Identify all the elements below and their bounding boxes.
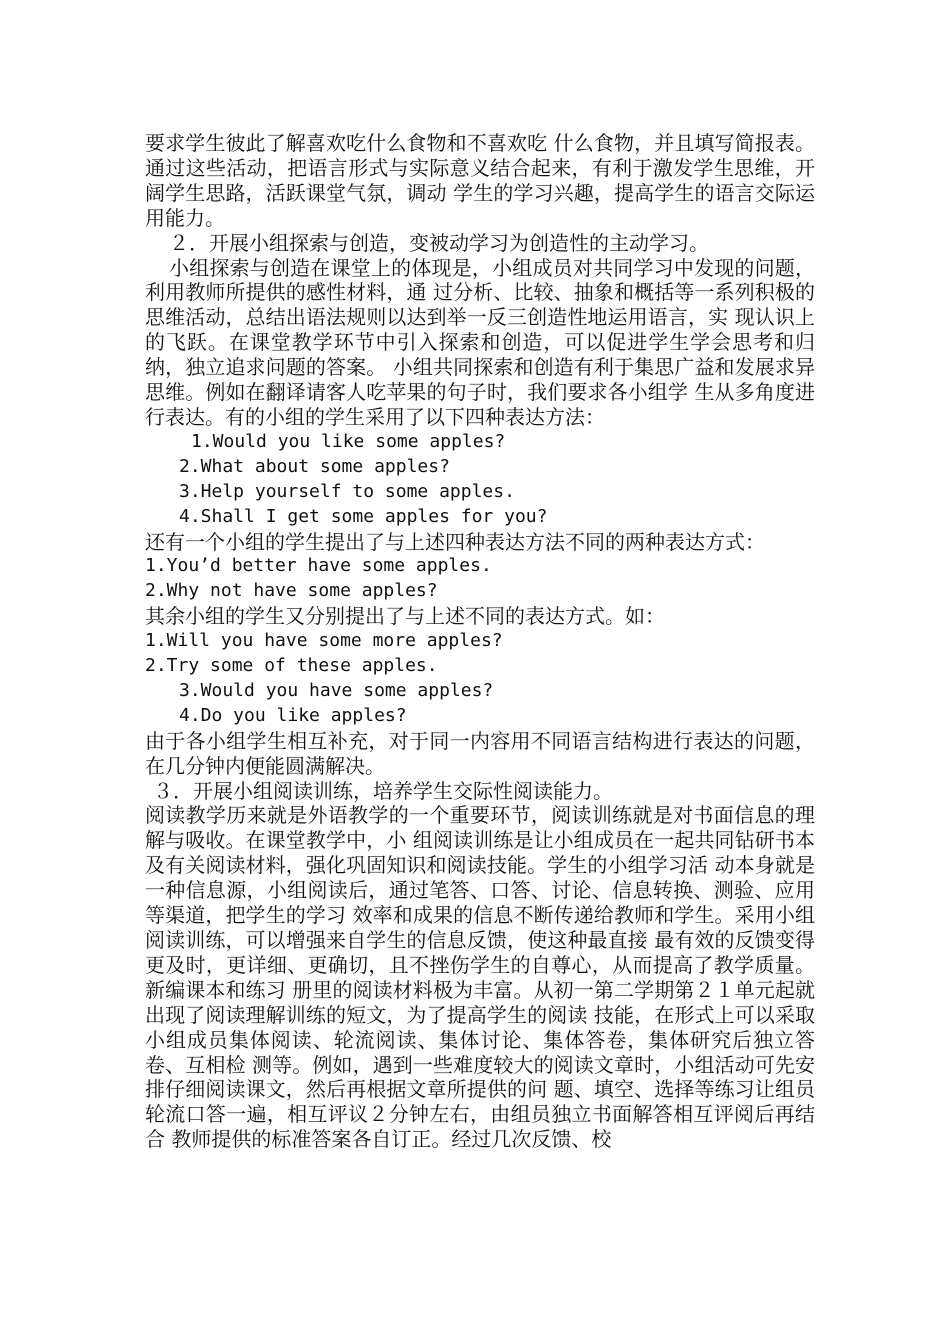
example-sentence: 2.Try some of these apples. [145, 655, 438, 677]
section-heading-2: ２．开展小组探索与创造，变被动学习为创造性的主动学习。 [169, 230, 709, 255]
paragraph-intro: 要求学生彼此了解喜欢吃什么食物和不喜欢吃 什么食物，并且填写简报表。通过这些活动，把语言形式与实际意义结合起来，有利于激发学生思维，开阔学生思路，活跃课堂气氛，调动 学生的学习兴趣，提高学生的语言交际运用能力。 [145, 131, 815, 230]
example-sentence: 1.Would you like some apples? [191, 430, 506, 452]
paragraph-group-exploration: 小组探索与创造在课堂上的体现是，小组成员对共同学习中发现的问题，利用教师所提供的感性材料，通 过分析、比较、抽象和概括等一系列积极的思维活动，总结出语法规则以达到举一反三创造性地运用语言，实 现认识上的飞跃。在课堂教学环节中引入探索和创造，可以促进学生学会思考和归纳，独立追求问题的答案。 小组共同探索和创造有利于集思广益和发展求异思维。例如在翻译请客人吃苹果的句子时，我们要求各小组学 生从多角度进行表达。有的小组的学生采用了以下四种表达方法： [145, 255, 815, 429]
paragraph-conclusion: 由于各小组学生相互补充，对于同一内容用不同语言结构进行表达的问题，在几分钟内便能圆满解决。 [145, 728, 815, 778]
example-sentence: 1.Will you have some more apples? [145, 630, 503, 652]
example-sentence: 2.Why not have some apples? [145, 580, 438, 602]
example-sentence: 3.Would you have some apples? [179, 679, 494, 701]
example-sentence: 4.Shall I get some apples for you? [179, 505, 548, 527]
example-sentence: 3.Help yourself to some apples. [179, 480, 515, 502]
document-body [145, 131, 815, 1152]
example-sentence: 1.You’d better have some apples. [145, 555, 492, 577]
paragraph-other-groups: 其余小组的学生又分别提出了与上述不同的表达方式。如： [145, 604, 665, 629]
paragraph-reading-training: 阅读教学历来就是外语教学的一个重要环节，阅读训练就是对书面信息的理解与吸收。在课堂教学中，小 组阅读训练是让小组成员在一起共同钻研书本及有关阅读材料，强化巩固知识和阅读技能。学生的小组学习活 动本身就是一种信息源，小组阅读后，通过笔答、口答、讨论、信息转换、测验、应用等渠道，把学生的学习 效率和成果的信息不断传递给教师和学生。采用小组阅读训练，可以增强来自学生的信息反馈，使这种最直接 最有效的反馈变得更及时，更详细、更确切，且不挫伤学生的自尊心，从而提高了教学质量。新编课本和练习 册里的阅读材料极为丰富。从初一第二学期第２１单元起就出现了阅读理解训练的短文，为了提高学生的阅读 技能，在形式上可以采取小组成员集体阅读、轮流阅读、集体讨论、集体答卷，集体研究后独立答卷、互相检 测等。例如，遇到一些难度较大的阅读文章时，小组活动可先安排仔细阅读课文，然后再根据文章所提供的问 题、填空、选择等练习让组员轮流口答一遍，相互评议２分钟左右，由组员独立书面解答相互评阅后再结合 教师提供的标准答案各自订正。经过几次反馈、校 [145, 803, 815, 1152]
paragraph-another-group: 还有一个小组的学生提出了与上述四种表达方法不同的两种表达方式： [145, 529, 765, 554]
example-sentence: 4.Do you like apples? [179, 704, 407, 726]
section-heading-3: ３．开展小组阅读训练，培养学生交际性阅读能力。 [153, 778, 613, 803]
example-sentence: 2.What about some apples? [179, 455, 450, 477]
